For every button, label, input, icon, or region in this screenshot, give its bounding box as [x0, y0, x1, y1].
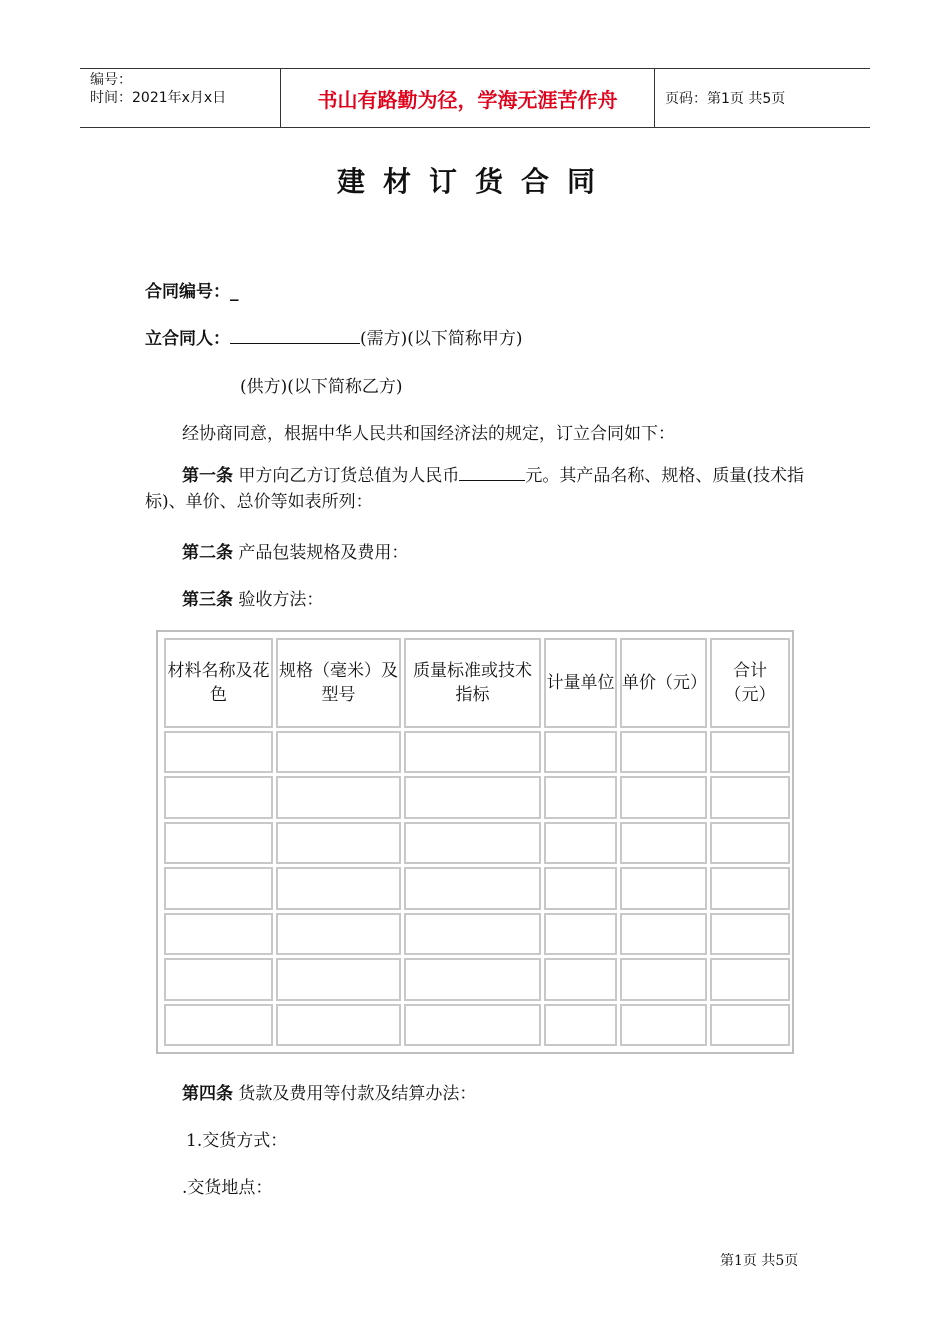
- article-2-label: 第二条: [182, 543, 233, 563]
- table-cell[interactable]: [276, 958, 401, 1000]
- table-header-cell: 单价（元）: [620, 638, 707, 728]
- table-cell[interactable]: [164, 776, 273, 818]
- table-cell[interactable]: [544, 776, 617, 818]
- table-header-cell: 规格（毫米）及型号: [276, 638, 401, 728]
- table-cell[interactable]: [544, 913, 617, 955]
- article-2: [182, 538, 408, 563]
- article-3-label: 第三条: [182, 590, 233, 610]
- table-cell[interactable]: [276, 776, 401, 818]
- table-row: [164, 913, 790, 955]
- table-cell[interactable]: [276, 731, 401, 773]
- table-row: [164, 822, 790, 864]
- item-delivery-location: .交货地点：: [182, 1178, 273, 1198]
- table-row: [164, 1004, 790, 1046]
- table-cell[interactable]: [164, 913, 273, 955]
- table-cell[interactable]: [710, 913, 790, 955]
- table-row: [164, 867, 790, 909]
- intro-text: 经协商同意，根据中华人民共和国经济法的规定，订立合同如下：: [182, 424, 675, 444]
- table-cell[interactable]: [544, 1004, 617, 1046]
- table-cell[interactable]: [164, 867, 273, 909]
- table-header-cell: 计量单位: [544, 638, 617, 728]
- contract-no-label: 合同编号：_: [145, 282, 239, 302]
- article-4: [182, 1079, 476, 1104]
- table-row: [164, 776, 790, 818]
- order-table: [156, 630, 794, 1054]
- table-row: [164, 958, 790, 1000]
- table-cell[interactable]: [164, 822, 273, 864]
- table-cell[interactable]: [404, 731, 541, 773]
- header-meta: [80, 69, 281, 127]
- table-cell[interactable]: [544, 867, 617, 909]
- article-1-label: 第一条: [182, 466, 233, 486]
- article-2-text: 产品包装规格及费用：: [238, 543, 409, 563]
- table-cell[interactable]: [620, 913, 707, 955]
- article-1: [145, 463, 810, 515]
- table-cell[interactable]: [544, 731, 617, 773]
- table-cell[interactable]: [276, 867, 401, 909]
- table-cell[interactable]: [276, 822, 401, 864]
- table-cell[interactable]: [710, 1004, 790, 1046]
- table-cell[interactable]: [710, 776, 790, 818]
- table-cell[interactable]: [710, 867, 790, 909]
- table-cell[interactable]: [544, 822, 617, 864]
- table-cell[interactable]: [620, 958, 707, 1000]
- table-cell[interactable]: [404, 1004, 541, 1046]
- page-footer: 第1页 共5页: [720, 1253, 799, 1269]
- table-cell[interactable]: [710, 731, 790, 773]
- table-cell[interactable]: [620, 822, 707, 864]
- article-3-text: 验收方法：: [238, 590, 324, 610]
- table-header-cell: 合计（元）: [710, 638, 790, 728]
- party-label: 立合同人：: [145, 329, 230, 349]
- table-header-cell: 质量标准或技术指标: [404, 638, 541, 728]
- table-cell[interactable]: [620, 1004, 707, 1046]
- page-title: 建材订货合同: [336, 165, 613, 198]
- party-line: [145, 324, 523, 349]
- header-motto: 书山有路勤为径，学海无涯苦作舟: [281, 69, 655, 127]
- table-header-row: [164, 638, 790, 728]
- table-cell[interactable]: [404, 867, 541, 909]
- article-4-label: 第四条: [182, 1084, 233, 1104]
- table-cell[interactable]: [710, 822, 790, 864]
- table-cell[interactable]: [164, 1004, 273, 1046]
- article-4-text: 货款及费用等付款及结算办法：: [238, 1084, 477, 1104]
- table-cell[interactable]: [404, 913, 541, 955]
- article-3: [182, 585, 323, 610]
- amount-blank[interactable]: [459, 463, 525, 481]
- article-1-text-a: 甲方向乙方订货总值为人民币: [238, 466, 460, 486]
- table-cell[interactable]: [620, 867, 707, 909]
- document-header: [80, 68, 870, 128]
- table-cell[interactable]: [544, 958, 617, 1000]
- table-cell[interactable]: [404, 822, 541, 864]
- table-cell[interactable]: [164, 958, 273, 1000]
- table-row: [164, 731, 790, 773]
- party-buyer-suffix: (需方)(以下简称甲方): [360, 329, 523, 349]
- item-delivery-method: 1.交货方式：: [186, 1131, 288, 1151]
- table-cell[interactable]: [404, 776, 541, 818]
- number-label: 编号：: [90, 72, 132, 88]
- table-cell[interactable]: [276, 913, 401, 955]
- time-label: 时间：2021年x月x日: [90, 90, 227, 106]
- table-cell[interactable]: [620, 731, 707, 773]
- table-cell[interactable]: [404, 958, 541, 1000]
- article-1-text-b: 元。其产品名称、规格、质量(技术指标)、单价、总价等如表所列：: [145, 466, 805, 512]
- table-cell[interactable]: [620, 776, 707, 818]
- party-blank[interactable]: [230, 326, 360, 344]
- header-page-label: 页码：第1页 共5页: [665, 91, 786, 107]
- table-cell[interactable]: [164, 731, 273, 773]
- table-header-cell: 材料名称及花色: [164, 638, 273, 728]
- table-cell[interactable]: [710, 958, 790, 1000]
- party-seller: (供方)(以下简称乙方): [240, 377, 403, 397]
- table-cell[interactable]: [276, 1004, 401, 1046]
